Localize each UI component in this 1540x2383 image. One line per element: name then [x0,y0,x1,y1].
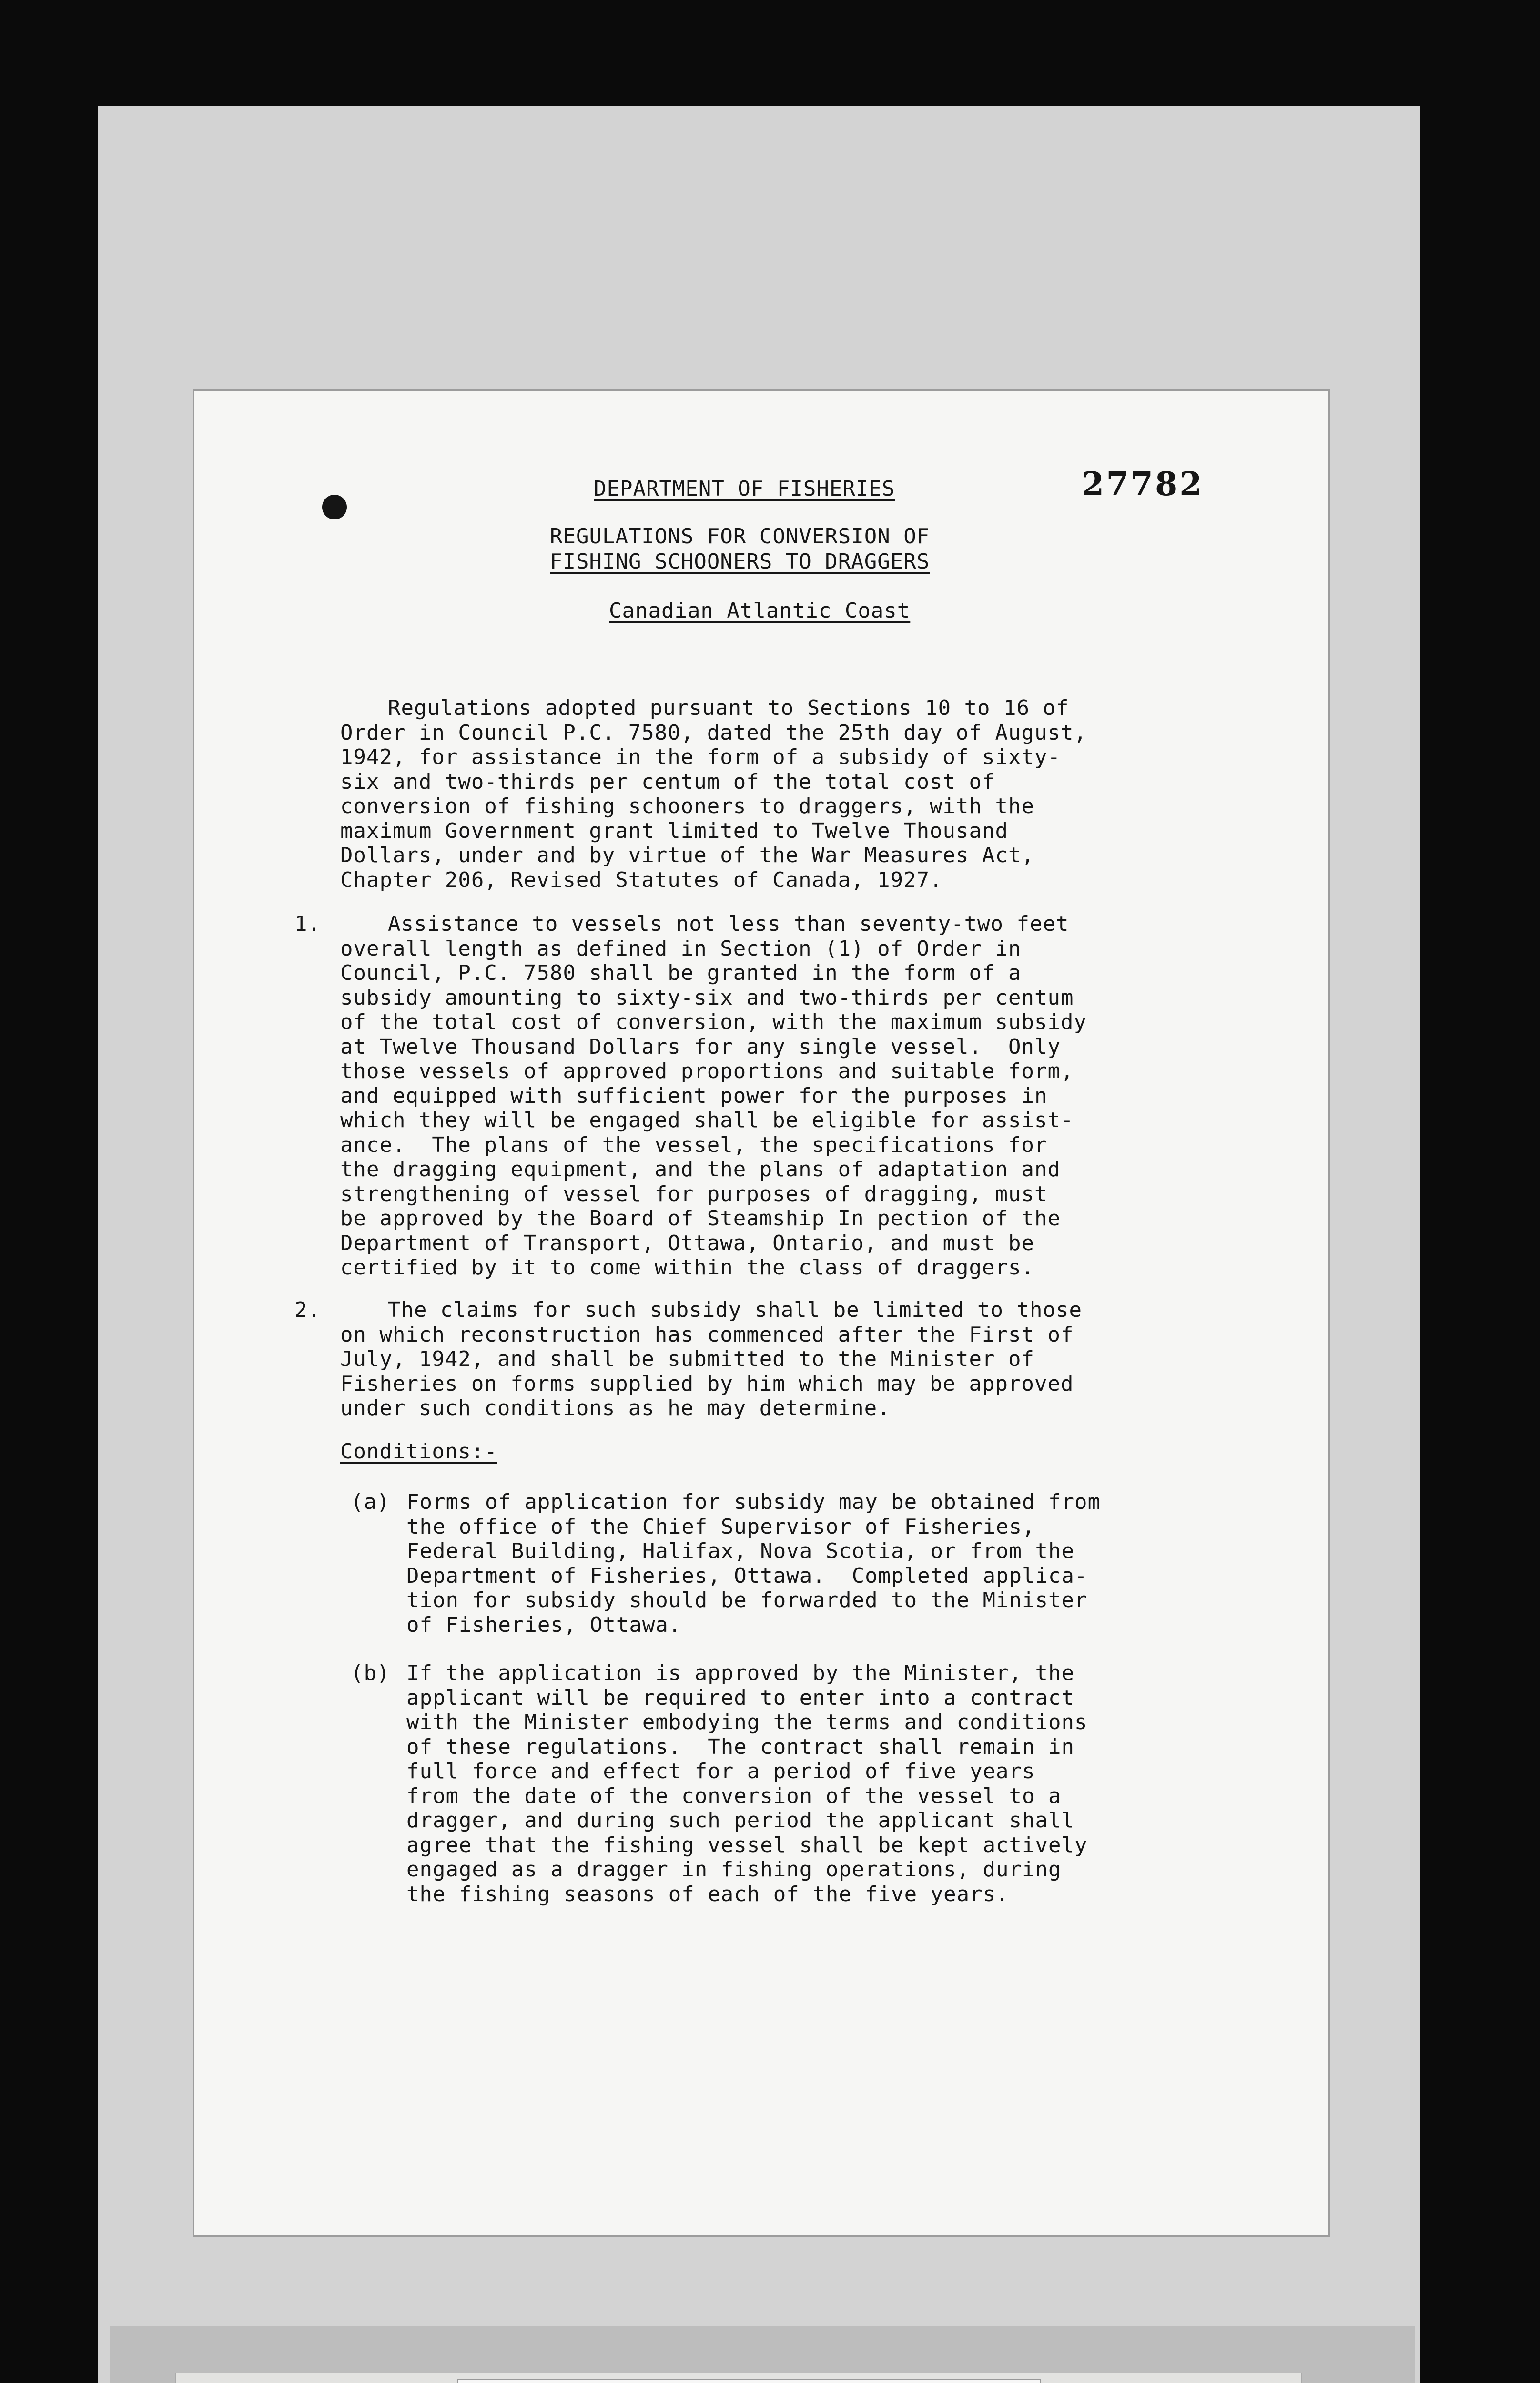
document-number: 27782 [1082,465,1204,503]
title-line-1: REGULATIONS FOR CONVERSION OF [550,524,930,549]
document-page [194,391,1328,2235]
section-2-text: The claims for such subsidy shall be limited to those on which reconstruction has commenced after the First of July, 1942, and shall be submitted to the Minister of Fisheries on forms supplied by him which may be approved under such conditions as he may determine. [340,1298,1082,1420]
volume-tag [457,2379,1041,2383]
subtitle: Canadian Atlantic Coast [609,599,911,623]
condition-b-label: (b) [351,1661,390,1685]
section-2-number: 2. [294,1298,321,1322]
condition-a-label: (a) [351,1490,390,1514]
condition-a-text: Forms of application for subsidy may be obtained from the office of the Chief Supervisor of Fisheries, Federal Building, Halifax, Nova Scotia, or from the Department of Fisheries, Ottawa. Completed applica- tion for subsidy should be forwarded to the Minister of Fisheries, Ottawa. [406,1490,1101,1637]
condition-b-text: If the application is approved by the Minister, the applicant will be required to enter into a contract with the Minister embodying the terms and conditions of these regulations. The contract shall remain in full force and effect for a period of five years from the date of the conversion of the vessel to a dragger, and during such period the applicant shall agree that the fishing vessel shall be kept actively engaged as a dragger in fishing operations, during the fishing seasons of each of the five years. [406,1661,1088,1906]
section-1-text: Assistance to vessels not less than seventy-two feet overall length as defined in Section (1) of Order in Council, P.C. 7580 shall be granted in the form of a subsidy amounting to sixty-six and two-thirds per centum of the total cost of conversion, with the maximum subsidy at Twelve Thousand Dollars for any single vessel. Only those vessels of approved proportions and suitable form, and equipped with sufficient power for the purposes in which they will be engaged shall be eligible for assist- ance. The plans of the vessel, the specifications for the dragging equipment, and the plans of adaptation and strengthening of vessel for purposes of dragging, must be approved by the Board of Steamship In pection of the Department of Transport, Ottawa, Ontario, and must be certified by it to come within the class of draggers. [340,912,1087,1280]
title-line-2: FISHING SCHOONERS TO DRAGGERS [550,550,930,574]
section-1-number: 1. [294,912,321,936]
department-heading: DEPARTMENT OF FISHERIES [594,477,895,501]
punch-hole [322,495,347,519]
preamble-paragraph: Regulations adopted pursuant to Sections 10 to 16 of Order in Council P.C. 7580, dated the 25th day of August, 1942, for assistance in the form of a subsidy of sixty- six and two-thirds per centum of the total cost of conversion of fishing schooners to draggers, with the maximum Government grant limited to Twelve Thousand Dollars, under and by virtue of the War Measures Act, Chapter 206, Revised Statutes of Canada, 1927. [340,696,1087,892]
conditions-heading: Conditions:- [340,1439,497,1464]
